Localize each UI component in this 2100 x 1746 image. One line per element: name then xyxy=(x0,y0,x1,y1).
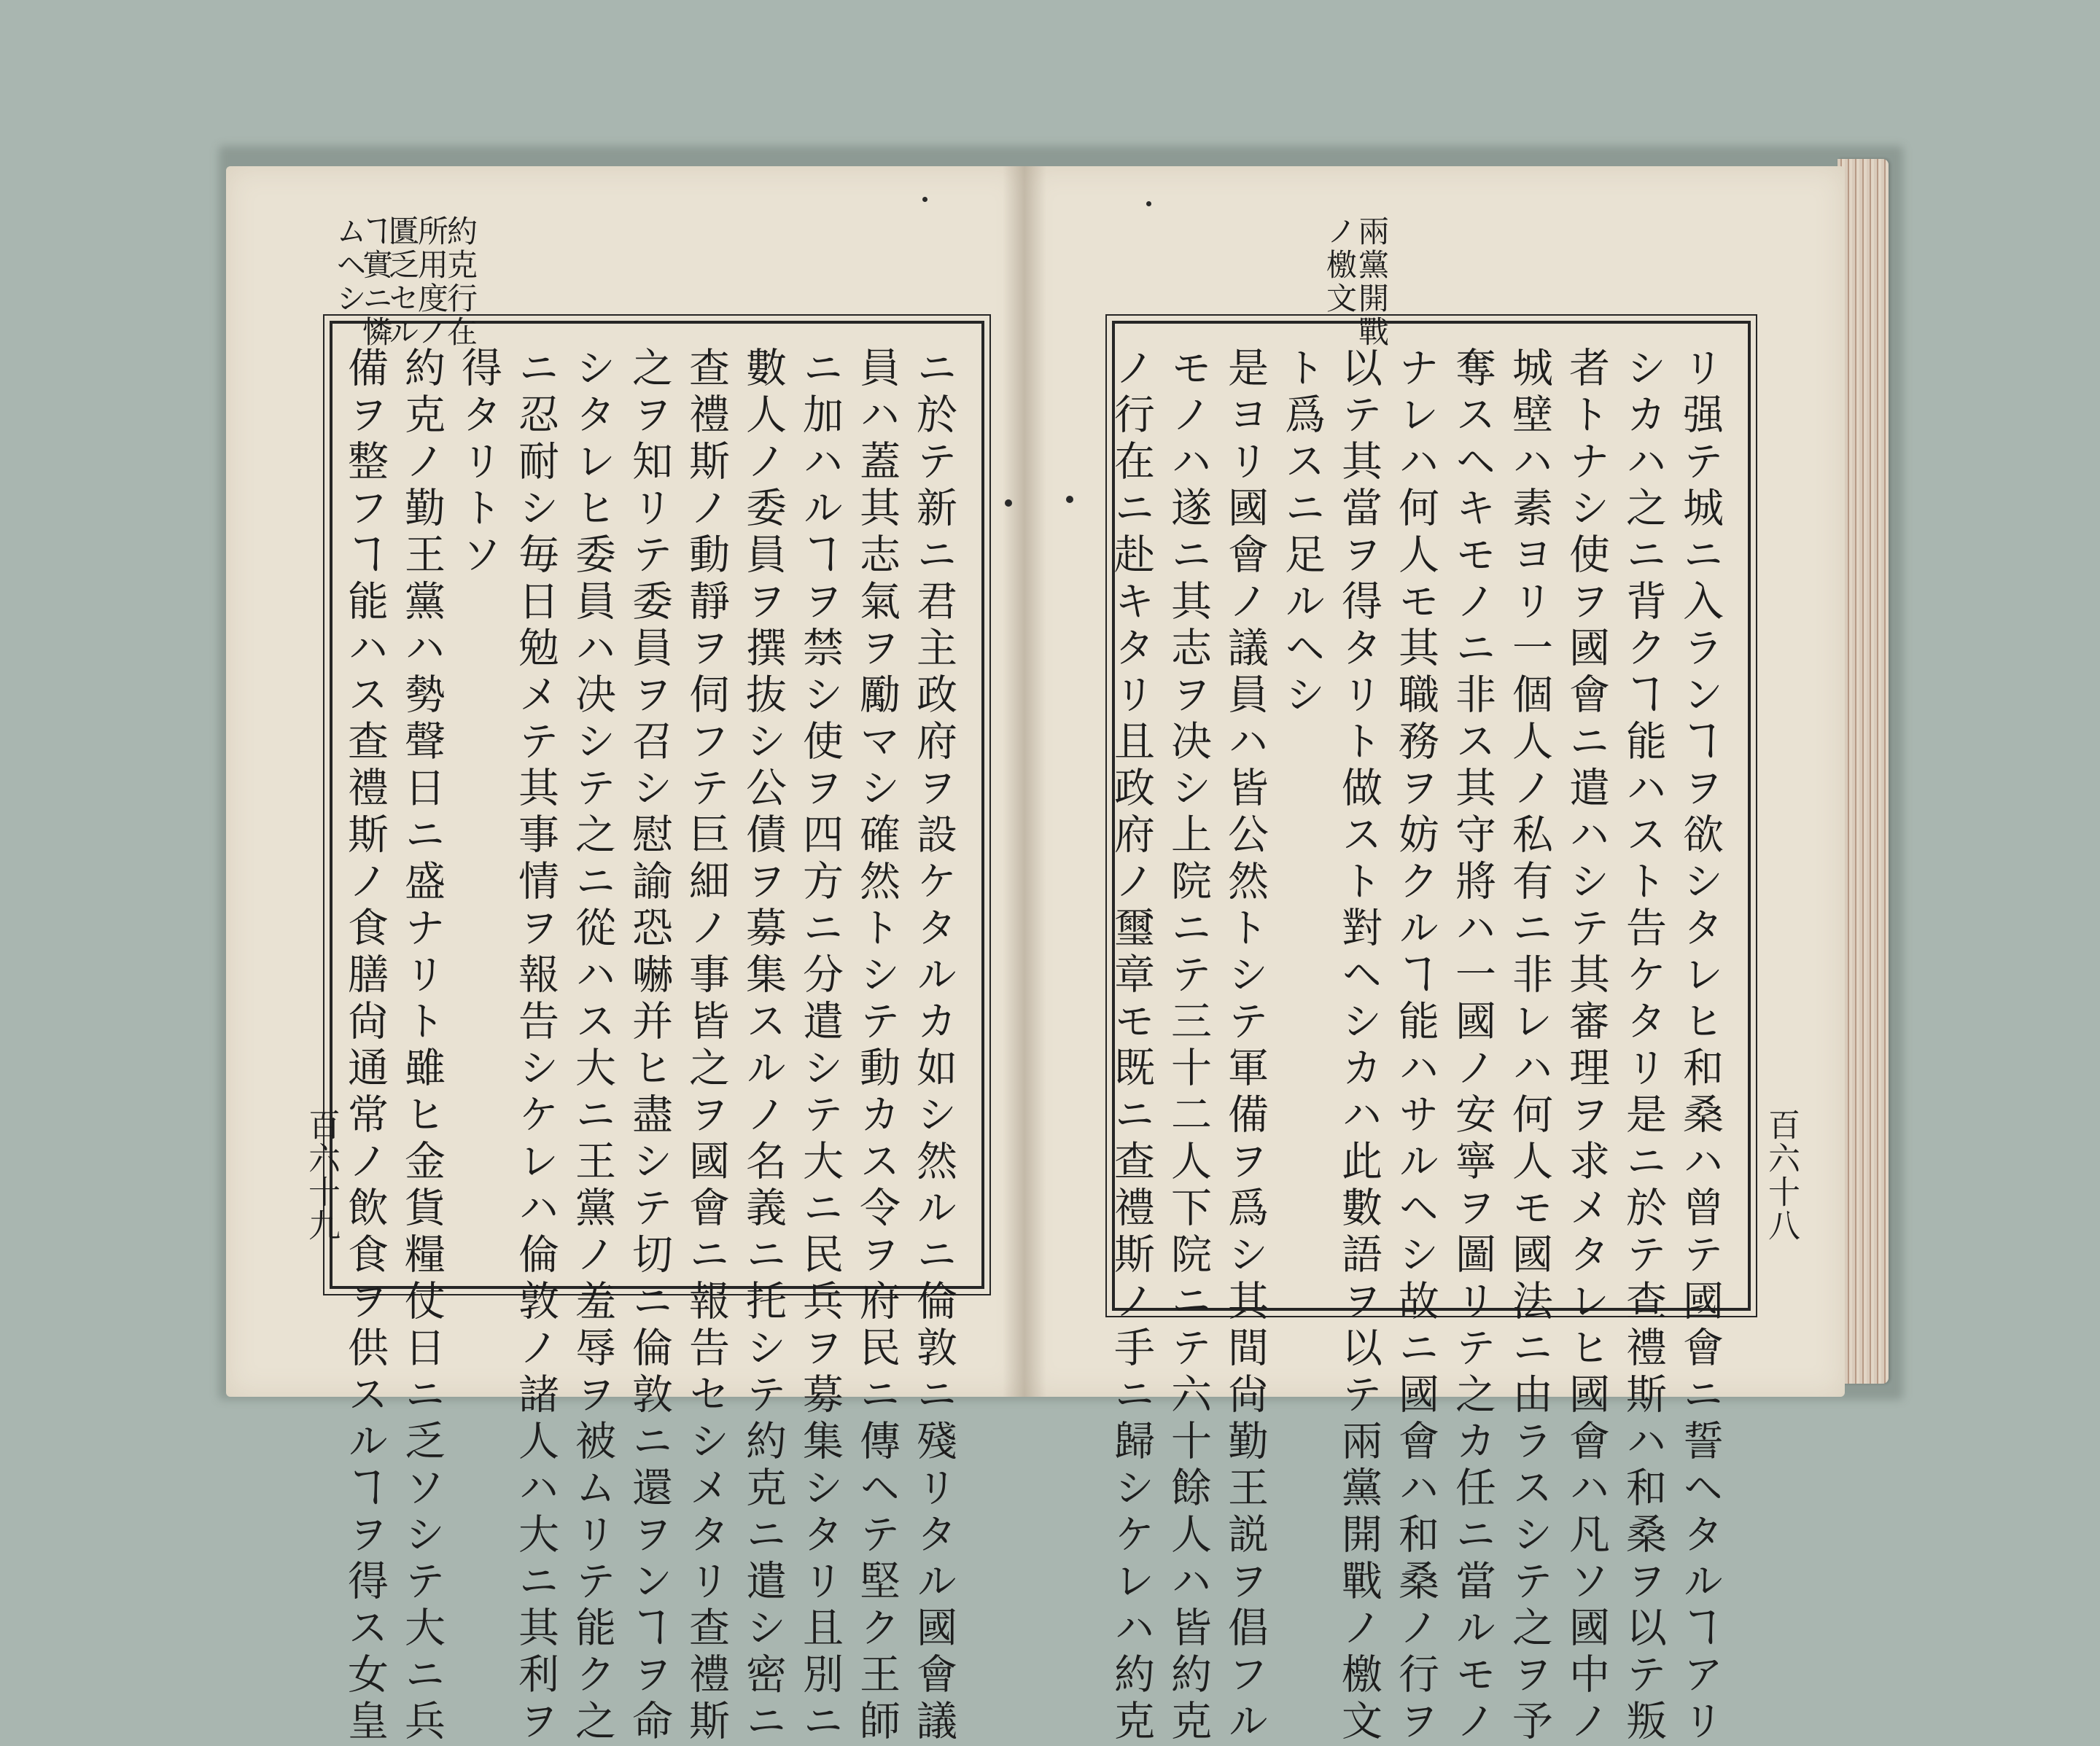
left-text-column: ニ加ハルヿヲ禁シ使ヲ四方ニ分遣シテ大ニ民兵ヲ募集シタリ且別ニ xyxy=(796,346,844,1746)
page-stack-edges xyxy=(1838,159,1889,1384)
left-text-column: 查禮斯ノ動靜ヲ伺フテ巨細ノ事皆之ヲ國會ニ報告セシメタリ查禮斯 xyxy=(682,346,730,1746)
binding-hole xyxy=(922,197,928,202)
left-text-column: 數人ノ委員ヲ撰抜シ公債ヲ募集スルノ名義ニ托シテ約克ニ遣シ密ニ xyxy=(739,346,787,1746)
right-text-column: 城壁ハ素ヨリ一個人ノ私有ニ非レハ何人モ國法ニ由ラスシテ之ヲ予 xyxy=(1506,346,1553,1746)
left-text-column: シタレヒ委員ハ决シテ之ニ從ハス大ニ王黨ノ羞辱ヲ被ムリテ能ク之 xyxy=(569,346,616,1746)
binding-hole xyxy=(1066,496,1073,503)
left-text-column: 員ハ蓋其志氣ヲ勵マシ確然トシテ動カス令ヲ府民ニ傳ヘテ堅ク王師 xyxy=(853,346,901,1746)
right-text-column: 者トナシ使ヲ國會ニ遣ハシテ其審理ヲ求メタレヒ國會ハ凡ソ國中ノ xyxy=(1563,346,1610,1746)
binding-hole xyxy=(1005,499,1012,507)
left-text-column: 備ヲ整フヿ能ハス查禮斯ノ食膳尙通常ノ飲食ヲ供スルヿヲ得ス女皇 xyxy=(341,346,389,1746)
right-text-column: ト爲スニ足ルヘシ xyxy=(1278,346,1326,720)
right-text-column: 以テ其當ヲ得タリト做スト對ヘシカハ此數語ヲ以テ兩黨開戰ノ檄文 xyxy=(1335,346,1382,1746)
left-page-number: 百六十九 xyxy=(303,1108,340,1242)
right-page-number: 百六十八 xyxy=(1762,1108,1800,1242)
right-text-column: リ强テ城ニ入ランヿヲ欲シタレヒ和桑ハ曾テ國會ニ誓ヘタルヿアリ xyxy=(1676,346,1724,1746)
right-text-column: モノハ遂ニ其志ヲ决シ上院ニテ三十二人下院ニテ六十餘人ハ皆約克 xyxy=(1164,346,1212,1746)
left-text-column: ニ於テ新ニ君主政府ヲ設ケタルカ如シ然ルニ倫敦ニ殘リタル國會議 xyxy=(910,346,957,1746)
binding-hole xyxy=(1146,201,1151,206)
right-margin-note-1: 兩黨開戰 xyxy=(1354,215,1390,349)
right-text-column: 是ヨリ國會ノ議員ハ皆公然トシテ軍備ヲ爲シ其間尙勤王説ヲ倡フル xyxy=(1221,346,1269,1746)
right-text-column: シカハ之ニ背クヿ能ハスト告ケタリ是ニ於テ查禮斯ハ和桑ヲ以テ叛 xyxy=(1619,346,1667,1746)
book-gutter xyxy=(1003,166,1046,1397)
left-text-column: 約克ノ勤王黨ハ勢聲日ニ盛ナリト雖ヒ金貨糧仗日ニ乏ソシテ大ニ兵 xyxy=(398,346,446,1746)
left-margin-note-5: ムヘシ xyxy=(332,215,368,316)
right-margin-note-2: ノ檄文 xyxy=(1322,215,1358,316)
left-margin-note-2: 所用度ノ xyxy=(413,215,449,349)
right-text-column: 奪スヘキモノニ非ス其守將ハ一國ノ安寧ヲ圖リテ之カ任ニ當ルモノ xyxy=(1449,346,1496,1746)
left-margin-note-1: 約克行在 xyxy=(443,215,478,349)
right-text-column: ナレハ何人モ其職務ヲ妨クルヿ能ハサルヘシ故ニ國會ハ和桑ノ行ヲ xyxy=(1392,346,1439,1746)
left-text-column: 得タリトソ xyxy=(455,346,502,580)
left-margin-note-3: 匱乏セル xyxy=(384,215,420,349)
right-text-column: ノ行在ニ赴キタリ且政府ノ璽章モ既ニ查禮斯ノ手ニ歸シケレハ約克 xyxy=(1108,346,1155,1746)
left-text-column: 之ヲ知リテ委員ヲ召シ慰諭恐嚇并ヒ盡シテ切ニ倫敦ニ還ヲンヿヲ命 xyxy=(626,346,673,1746)
left-margin-note-4: ヿ實ニ憐 xyxy=(358,215,394,349)
left-text-column: ニ忍耐シ毎日勉メテ其事情ヲ報告シケレハ倫敦ノ諸人ハ大ニ其利ヲ xyxy=(512,346,559,1746)
